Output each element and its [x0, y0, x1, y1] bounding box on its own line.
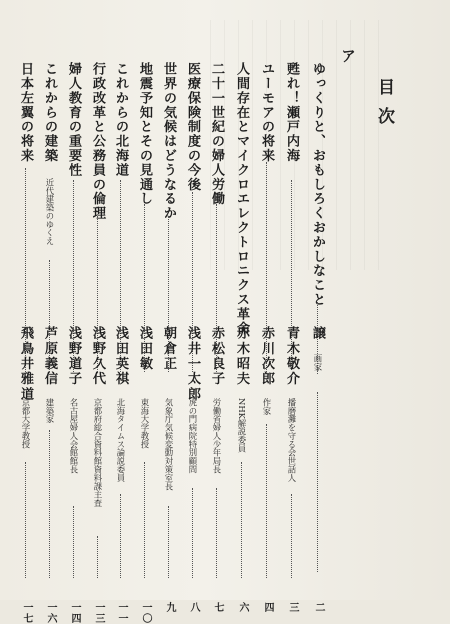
entry-title: ユーモアの将来	[259, 62, 274, 163]
leader-dots	[73, 506, 75, 578]
entry-title: 日本左翼の将来	[18, 62, 33, 163]
entry-author: 浅井一太郎	[185, 326, 200, 402]
entry-affiliation: NHK解説委員	[237, 398, 247, 453]
entry-affiliation: 北海タイムス論説委員	[116, 398, 126, 482]
entry-page: 四	[262, 602, 273, 613]
toc-title: 目次	[374, 78, 394, 136]
entry-author: 浅野久代	[90, 326, 105, 387]
entry-author: 浅田敏	[137, 326, 152, 372]
entry-title: 二十一世紀の婦人労働	[209, 62, 224, 206]
entry-author: 浅野道子	[66, 326, 81, 387]
entry-affiliation: 作家	[262, 398, 272, 415]
entry-page: 一四	[69, 602, 80, 624]
leader-dots	[317, 392, 319, 572]
entry-affiliation: 京都府総合資料館資料課主査	[93, 398, 103, 508]
entry-title: 行政改革と公務員の倫理	[90, 62, 105, 221]
entry-author: 青木敬介	[284, 326, 299, 387]
entry-author: 赤木昭夫	[234, 326, 249, 387]
entry-affiliation: 播磨灘を守る会世話人	[287, 398, 297, 482]
leader-dots	[168, 506, 170, 578]
entry-affiliation: 労働省婦人少年局長	[212, 398, 222, 474]
entry-title: 人間存在とマイクロエレクトロニクス革命	[234, 62, 249, 336]
entry-title: 地震予知とその見通し	[137, 62, 152, 206]
entry-title: 世界の気候はどうなるか	[161, 62, 176, 221]
entry-author: 朝倉正	[161, 326, 176, 372]
entry-author: 浅田英祺	[113, 326, 128, 387]
entry-page: 七	[212, 602, 223, 613]
entry-page: 一一	[116, 602, 127, 624]
leader-dots	[97, 536, 99, 578]
entry-author: 赤川次郎	[259, 326, 274, 387]
leader-dots	[241, 462, 243, 578]
entry-author: 飛鳥井雅道	[18, 326, 33, 402]
entry-page: 三	[287, 602, 298, 613]
leader-dots	[144, 462, 146, 578]
entry-title: ゆっくりと、おもしろくおかしなこと	[310, 62, 325, 307]
entry-author: 赤松良子	[209, 326, 224, 387]
entry-page: 一三	[93, 602, 104, 624]
entry-title: 婦人教育の重要性	[66, 62, 81, 178]
leader-dots	[291, 494, 293, 578]
entry-affiliation: 虎の門病院特別顧問	[188, 398, 198, 474]
leader-dots	[192, 488, 194, 578]
leader-dots	[216, 488, 218, 578]
entry-page: 二	[313, 602, 324, 613]
entry-affiliation: 建築家	[45, 398, 55, 424]
entry-page: 一七	[21, 602, 32, 624]
leader-dots	[49, 430, 51, 578]
entry-affiliation: 東海大学教授	[140, 398, 150, 449]
entry-title: 医療保険制度の今後	[185, 62, 200, 192]
entry-page: 一六	[45, 602, 56, 624]
entry-affiliation: 名古屋婦人会館館長	[69, 398, 79, 474]
leader-dots	[25, 462, 27, 578]
entry-affiliation: 気象庁気候変動対策室長	[164, 398, 174, 491]
section-heading: ア	[339, 48, 357, 63]
leader-dots	[266, 424, 268, 578]
entry-title: これからの建築	[42, 62, 57, 163]
entry-affiliation: 京都大学教授	[21, 398, 31, 449]
entry-subtitle: 近代建築のゆくえ	[45, 178, 55, 246]
entry-author: 譲	[310, 326, 325, 342]
leader-dots	[120, 494, 122, 578]
entry-title: これからの北海道	[113, 62, 128, 178]
entry-title: 甦れ！瀬戸内海	[284, 62, 299, 163]
entry-author: 芦原義信	[42, 326, 57, 387]
entry-page: 九	[164, 602, 175, 613]
entry-affiliation: 画家	[313, 354, 323, 371]
entry-page: 六	[237, 602, 248, 613]
entry-page: 八	[188, 602, 199, 613]
entry-page: 一〇	[140, 602, 151, 624]
